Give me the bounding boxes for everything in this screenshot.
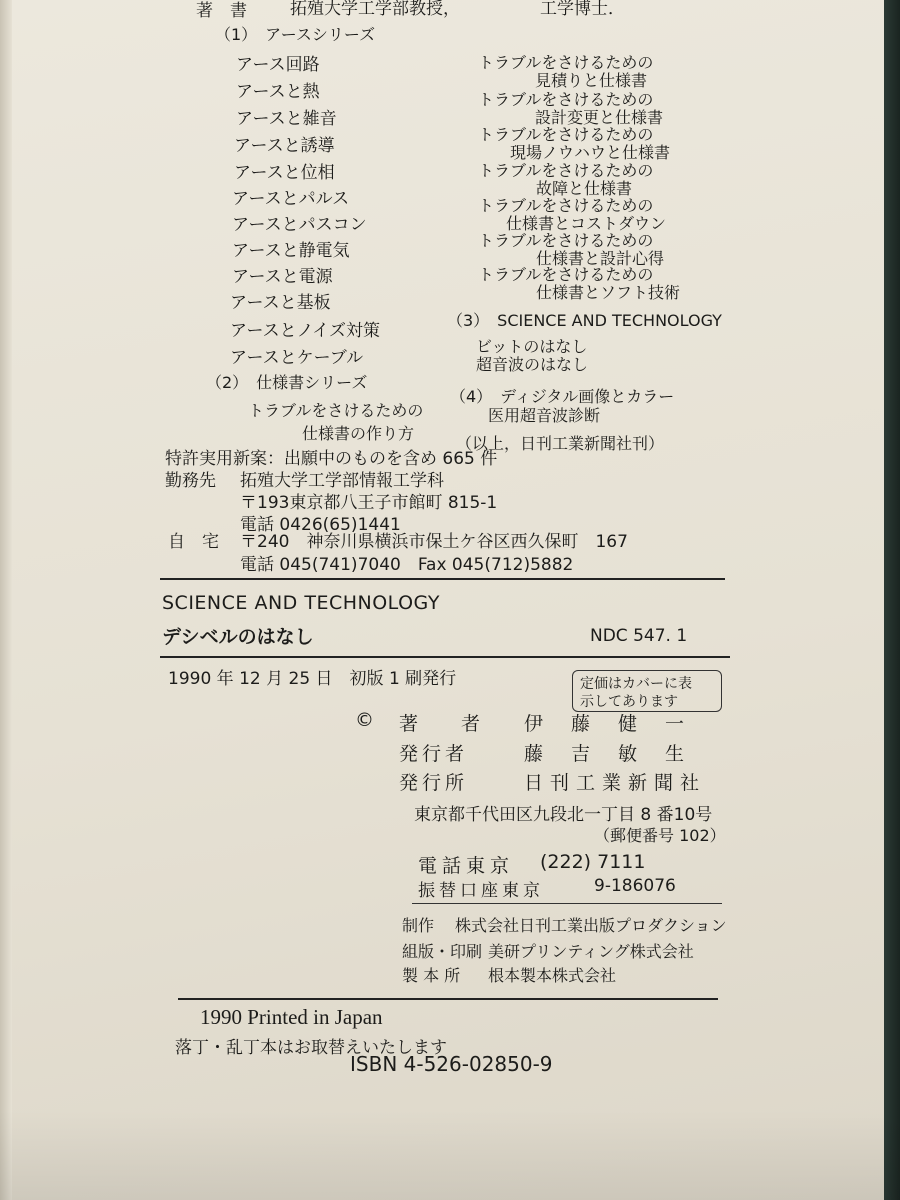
printing-label: 組版・印刷 [402,942,483,961]
list-item: 超音波のはなし [476,355,589,374]
ndc-number: NDC 547. 1 [590,626,688,646]
binding-company: 根本製本株式会社 [488,966,617,985]
list-item: 設計変更と仕様書 [535,108,664,127]
replacement-notice: 落丁・乱丁本はお取替えいたします [175,1038,447,1058]
page-shadow [0,1110,900,1200]
list-item: ビットのはなし [476,337,588,356]
list-item: トラブルをさけるための [478,196,654,215]
office-name: 日刊工業新聞社 [524,772,707,794]
list-item: アースと電源 [232,267,333,287]
office-address: 東京都千代田区九段北一丁目 8 番10号 [414,805,713,825]
series2-book-line2: 仕様書の作り方 [302,424,415,443]
issuer-label: 発行者 [399,743,469,765]
list-item: 現場ノウハウと仕様書 [510,143,671,162]
list-item: アースと静電気 [232,241,350,261]
list-item: トラブルをさけるための [478,231,654,250]
production-label: 制作 [402,916,435,935]
author-faculty: 拓殖大学工学部教授， [290,0,460,19]
book-cover-edge [884,0,900,1200]
transfer-label: 振替口座東京 [418,881,544,901]
list-item: 仕様書とソフト技術 [536,283,681,302]
book-title: デシベルのはなし [162,626,314,648]
divider-rule [160,656,730,658]
list-item: 見積りと仕様書 [535,71,648,90]
phone-number: (222) 7111 [540,851,646,873]
divider-rule [178,998,718,1000]
chosho-label: 著 書 [196,1,247,21]
price-note-line1: 定価はカバーに表 [580,676,692,692]
list-item: アース回路 [236,55,320,75]
list-item: アースと基板 [230,293,331,313]
divider-line [412,903,722,904]
series4-heading: （4） ディジタル画像とカラー [450,387,675,406]
binding-label: 製 本 所 [402,966,461,985]
home-address: 〒240 神奈川県横浜市保土ケ谷区西久保町 167 [240,532,628,552]
list-item: 故障と仕様書 [536,179,633,198]
phone-label: 電話東京 [418,855,515,877]
issuer-name: 藤吉敏生 [524,743,713,765]
list-item: トラブルをさけるための [478,265,654,284]
series4-line2: 医用超音波診断 [488,406,601,425]
list-item: アースと雑音 [236,109,337,129]
author-name: 伊藤健一 [524,713,713,735]
show-through-text [730,150,880,950]
list-item: トラブルをさけるための [478,53,654,72]
work-label: 勤務先 [165,471,216,491]
home-label: 自 宅 [168,532,219,552]
list-item: 仕様書と設計心得 [536,249,665,268]
list-item: アースとケーブル [230,348,364,368]
publish-date: 1990 年 12 月 25 日 初版 1 刷発行 [168,669,457,689]
office-label: 発行所 [399,772,469,794]
copyright-mark: © [355,709,374,731]
isbn: ISBN 4-526-02850-9 [350,1052,553,1076]
work-address: 〒193東京都八王子市館町 815-1 [240,493,498,513]
series2-heading: （2） 仕様書シリーズ [206,373,368,392]
divider-rule [160,578,725,580]
list-item: アースとパルス [232,189,350,209]
publisher-note: （以上，日刊工業新聞社刊） [456,434,665,453]
list-item: アースとノイズ対策 [230,321,380,341]
list-item: トラブルをさけるための [478,161,654,180]
printed-in-japan: 1990 Printed in Japan [200,1005,383,1029]
patent-count: 特許実用新案：出願中のものを含め 665 件 [165,449,498,469]
list-item: アースとパスコン [232,215,367,235]
page-gutter [0,0,12,1200]
work-phone: 電話 0426(65)1441 [240,515,401,535]
series1-heading: （1） アースシリーズ [215,25,376,44]
list-item: トラブルをさけるための [478,125,654,144]
postal-code: （郵便番号 102） [594,826,726,845]
list-item: 仕様書とコストダウン [506,214,667,233]
list-item: トラブルをさけるための [478,90,654,109]
work-affiliation: 拓殖大学工学部情報工学科 [240,471,444,491]
series-name: SCIENCE AND TECHNOLOGY [162,592,440,614]
author-label: 著 者 [399,713,493,735]
series3-heading: （3） SCIENCE AND TECHNOLOGY [447,311,722,330]
home-phone: 電話 045(741)7040 Fax 045(712)5882 [240,555,574,575]
printing-company: 美研プリンティング株式会社 [488,942,694,961]
production-company: 株式会社日刊工業出版プロダクション [455,916,727,935]
list-item: アースと位相 [234,163,335,183]
author-degree: 工学博士． [540,0,625,19]
series2-book-line1: トラブルをさけるための [248,401,424,420]
list-item: アースと熱 [236,82,320,102]
price-note-line2: 示してあります [580,694,678,710]
list-item: アースと誘導 [234,136,335,156]
transfer-account: 9-186076 [594,876,676,896]
